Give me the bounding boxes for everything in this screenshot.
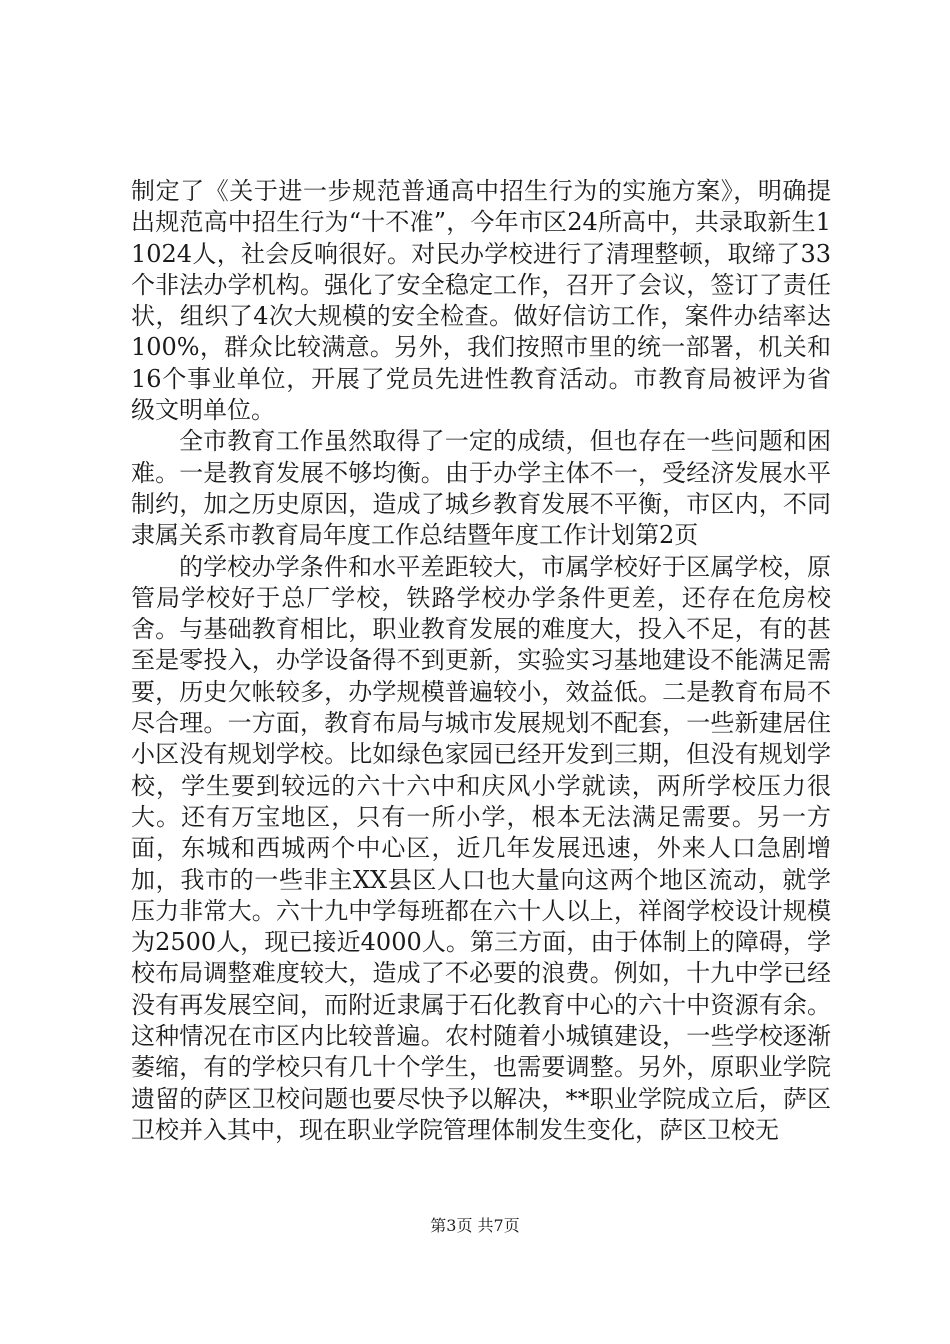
page-footer <box>0 1216 950 1236</box>
paragraph-3: 的学校办学条件和水平差距较大，市属学校好于区属学校，原管局学校好于总厂学校，铁路学校办学条件更差，还存在危房校舍。与基础教育相比，职业教育发展的难度大，投入不足，有的甚至是零投入，办学设备得不到更新，实验实习基地建设不能满足需要，历史欠帐较多，办学规模普遍较小，效益低。二是教育布局不尽合理。一方面，教育布局与城市发展规划不配套，一些新建居住小区没有规划学校。比如绿色家园已经开发到三期，但没有规划学校，学生要到较远的六十六中和庆风小学就读，两所学校压力很大。还有万宝地区，只有一所小学，根本无法满足需要。另一方面，东城和西城两个中心区，近几年发展迅速，外来人口急剧增加，我市的一些非主XX县区人口也大量向这两个地区流动，就学压力非常大。六十九中学每班都在六十人以上，祥阁学校设计规模为2500人，现已接近4000人。第三方面，由于体制上的障碍，学校布局调整难度较大，造成了不必要的浪费。例如，十九中学已经没有再发展空间，而附近隶属于石化教育中心的六十中资源有余。这种情况在市区内比较普遍。农村随着小城镇建设，一些学校逐渐萎缩，有的学校只有几十个学生，也需要调整。另外，原职业学院遗留的萨区卫校问题也要尽快予以解决，**职业学院成立后，萨区卫校并入其中，现在职业学院管理体制发生变化，萨区卫校无 <box>131 552 831 1144</box>
document-body <box>131 176 831 1146</box>
paragraph-1: 制定了《关于进一步规范普通高中招生行为的实施方案》，明确提出规范高中招生行为“十不准”，今年市区24所高中，共录取新生11024人，社会反响很好。对民办学校进行了清理整顿，取缔了33个非法办学机构。强化了安全稳定工作，召开了会议，签订了责任状，组织了4次大规模的安全检查。做好信访工作，案件办结率达100%，群众比较满意。另外，我们按照市里的统一部署，机关和16个事业单位，开展了党员先进性教育活动。市教育局被评为省级文明单位。 <box>131 177 831 425</box>
paragraph-2: 全市教育工作虽然取得了一定的成绩，但也存在一些问题和困难。一是教育发展不够均衡。由于办学主体不一，受经济发展水平制约，加之历史原因，造成了城乡教育发展不平衡，市区内，不同隶属关系市教育局年度工作总结暨年度工作计划第2页 <box>131 427 831 550</box>
page-number: 第3页 共7页 <box>430 1216 520 1235</box>
